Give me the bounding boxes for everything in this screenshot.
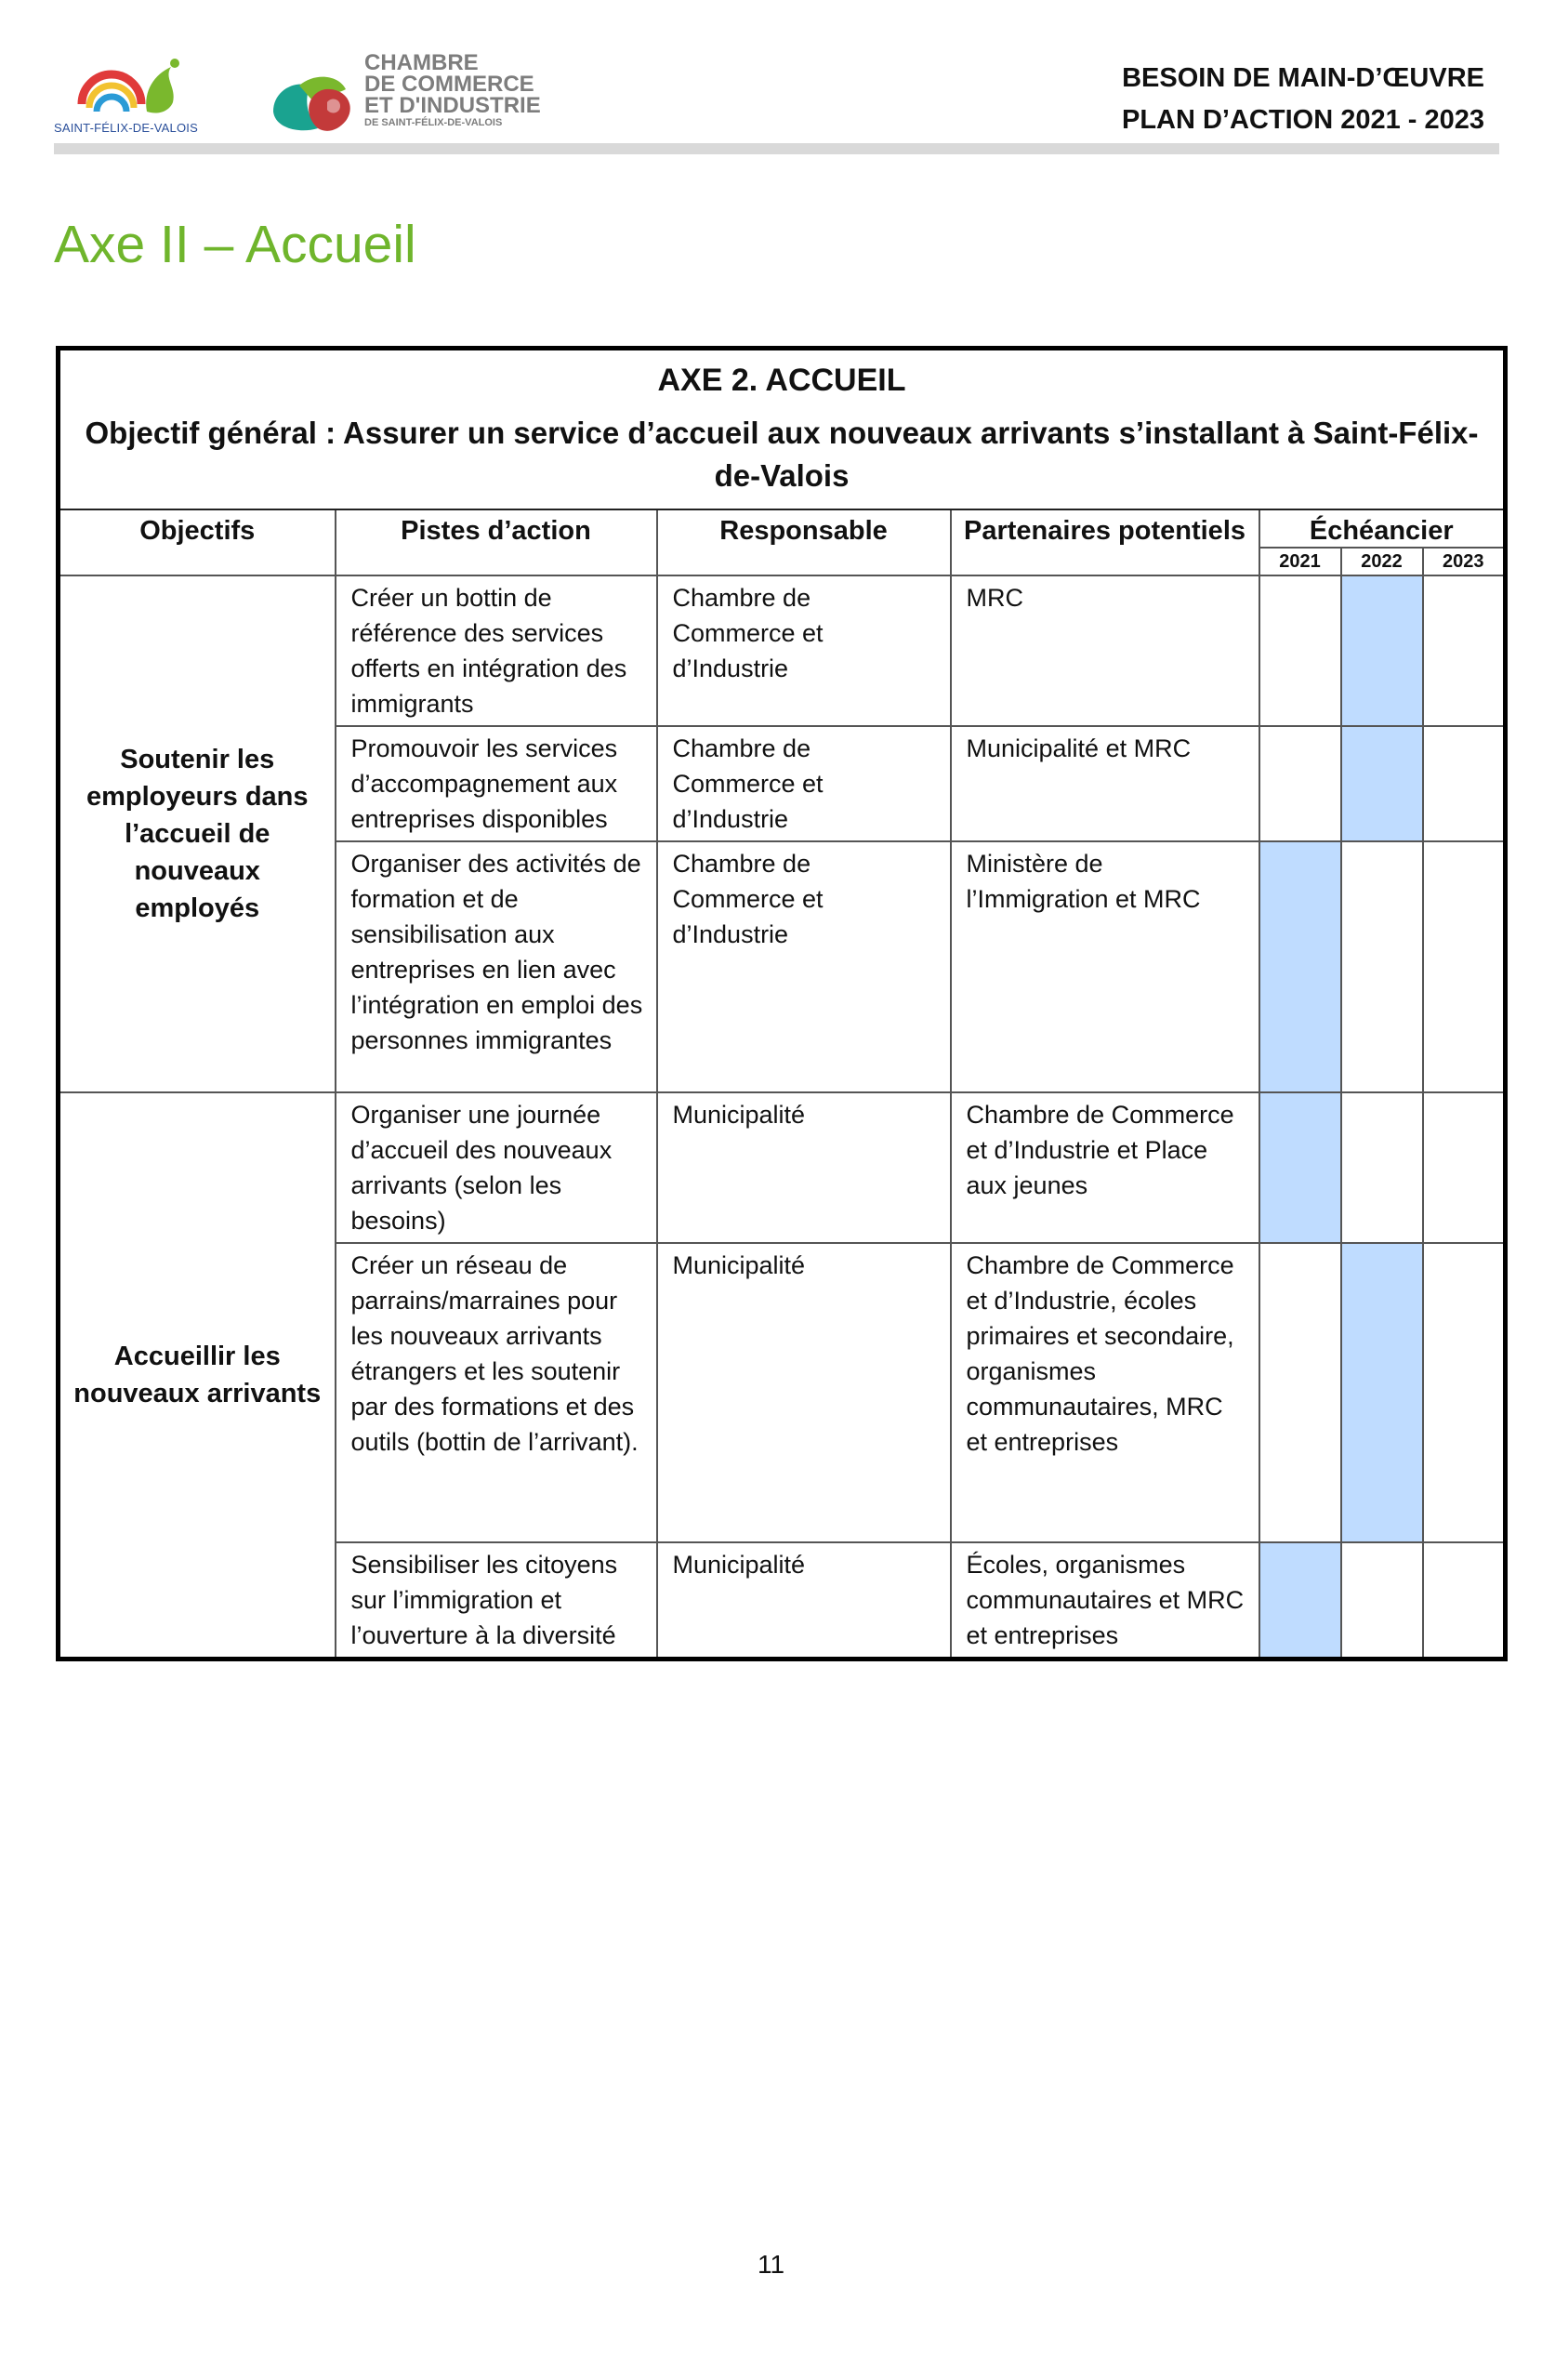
schedule-cell bbox=[1259, 1542, 1341, 1659]
schedule-cell bbox=[1341, 575, 1423, 726]
column-header-row bbox=[59, 509, 1506, 548]
partenaires-cell: Chambre de Commerce et d’Industrie et Place aux jeunes bbox=[951, 1092, 1259, 1243]
piste-cell: Promouvoir les services d’accompagnement aux entreprises disponibles bbox=[336, 726, 657, 841]
year-2021: 2021 bbox=[1259, 548, 1341, 575]
logo-right-line2: DE COMMERCE bbox=[364, 72, 534, 97]
responsable-cell: Municipalité bbox=[657, 1243, 951, 1542]
page-header bbox=[54, 46, 1499, 147]
partenaires-cell: Municipalité et MRC bbox=[951, 726, 1259, 841]
col-pistes: Pistes d’action bbox=[336, 509, 657, 575]
schedule-cell bbox=[1423, 726, 1506, 841]
schedule-cell bbox=[1341, 1092, 1423, 1243]
col-objectifs: Objectifs bbox=[59, 509, 336, 575]
col-partenaires: Partenaires potentiels bbox=[951, 509, 1259, 575]
piste-cell: Sensibiliser les citoyens sur l’immigration et l’ouverture à la diversité bbox=[336, 1542, 657, 1659]
schedule-cell bbox=[1341, 841, 1423, 1092]
table-row bbox=[59, 575, 1506, 726]
schedule-cell bbox=[1259, 726, 1341, 841]
axe-title: AXE 2. ACCUEIL bbox=[657, 363, 906, 398]
schedule-cell bbox=[1423, 841, 1506, 1092]
responsable-cell: Municipalité bbox=[657, 1542, 951, 1659]
col-responsable: Responsable bbox=[657, 509, 951, 575]
logo-right-line1: CHAMBRE bbox=[364, 50, 479, 75]
header-divider bbox=[54, 143, 1499, 154]
piste-cell: Organiser des activités de formation et de sensibilisation aux entreprises en lien avec l’intégration en emploi des personnes immigrantes bbox=[336, 841, 657, 1092]
schedule-cell bbox=[1341, 726, 1423, 841]
responsable-cell: Chambre de Commerce et d’Industrie bbox=[657, 575, 951, 726]
table-caption-row bbox=[59, 349, 1506, 510]
responsable-cell: Chambre de Commerce et d’Industrie bbox=[657, 841, 951, 1092]
schedule-cell bbox=[1423, 1092, 1506, 1243]
schedule-cell bbox=[1259, 841, 1341, 1092]
schedule-cell bbox=[1423, 575, 1506, 726]
logo-left-label: SAINT-FÉLIX-DE-VALOIS bbox=[54, 121, 198, 135]
logo-right-line4: DE SAINT-FÉLIX-DE-VALOIS bbox=[364, 117, 503, 128]
year-2023: 2023 bbox=[1423, 548, 1506, 575]
section-heading: Axe II – Accueil bbox=[54, 215, 416, 274]
schedule-cell bbox=[1423, 1243, 1506, 1542]
schedule-cell bbox=[1341, 1542, 1423, 1659]
doc-title-line2: PLAN D’ACTION 2021 - 2023 bbox=[1121, 105, 1484, 135]
schedule-cell bbox=[1259, 1092, 1341, 1243]
objectif-cell: Accueillir les nouveaux arrivants bbox=[59, 1092, 336, 1659]
table-row bbox=[59, 1092, 1506, 1243]
objectif-general: Objectif général : Assurer un service d’accueil aux nouveaux arrivants s’installant à Saint-Félix-de-Valois bbox=[85, 416, 1479, 493]
schedule-cell bbox=[1423, 1542, 1506, 1659]
piste-cell: Organiser une journée d’accueil des nouveaux arrivants (selon les besoins) bbox=[336, 1092, 657, 1243]
col-echeancier: Échéancier bbox=[1259, 509, 1506, 548]
year-2022: 2022 bbox=[1341, 548, 1423, 575]
doc-title-line1: BESOIN DE MAIN-D’ŒUVRE bbox=[1122, 63, 1484, 93]
piste-cell: Créer un bottin de référence des services offerts en intégration des immigrants bbox=[336, 575, 657, 726]
action-plan-table bbox=[56, 346, 1508, 1661]
partenaires-cell: Ministère de l’Immigration et MRC bbox=[951, 841, 1259, 1092]
schedule-cell bbox=[1259, 575, 1341, 726]
chamber-commerce-logo-icon bbox=[266, 54, 368, 138]
document-title bbox=[1122, 58, 1484, 141]
partenaires-cell: Écoles, organismes communautaires et MRC et entreprises bbox=[951, 1542, 1259, 1659]
partenaires-cell: MRC bbox=[951, 575, 1259, 726]
responsable-cell: Chambre de Commerce et d’Industrie bbox=[657, 726, 951, 841]
piste-cell: Créer un réseau de parrains/marraines pour les nouveaux arrivants étrangers et les soutenir par des formations et des outils (bottin de l’arrivant). bbox=[336, 1243, 657, 1542]
schedule-cell bbox=[1259, 1243, 1341, 1542]
responsable-cell: Municipalité bbox=[657, 1092, 951, 1243]
table-caption bbox=[59, 349, 1506, 510]
page-number: 11 bbox=[757, 2250, 785, 2279]
chamber-commerce-logo-text bbox=[364, 52, 541, 129]
objectif-cell: Soutenir les employeurs dans l’accueil de nouveaux employés bbox=[59, 575, 336, 1092]
partenaires-cell: Chambre de Commerce et d’Industrie, écoles primaires et secondaire, organismes communautaires, MRC et entreprises bbox=[951, 1243, 1259, 1542]
schedule-cell bbox=[1341, 1243, 1423, 1542]
logo-right-line3: ET D'INDUSTRIE bbox=[364, 93, 541, 118]
